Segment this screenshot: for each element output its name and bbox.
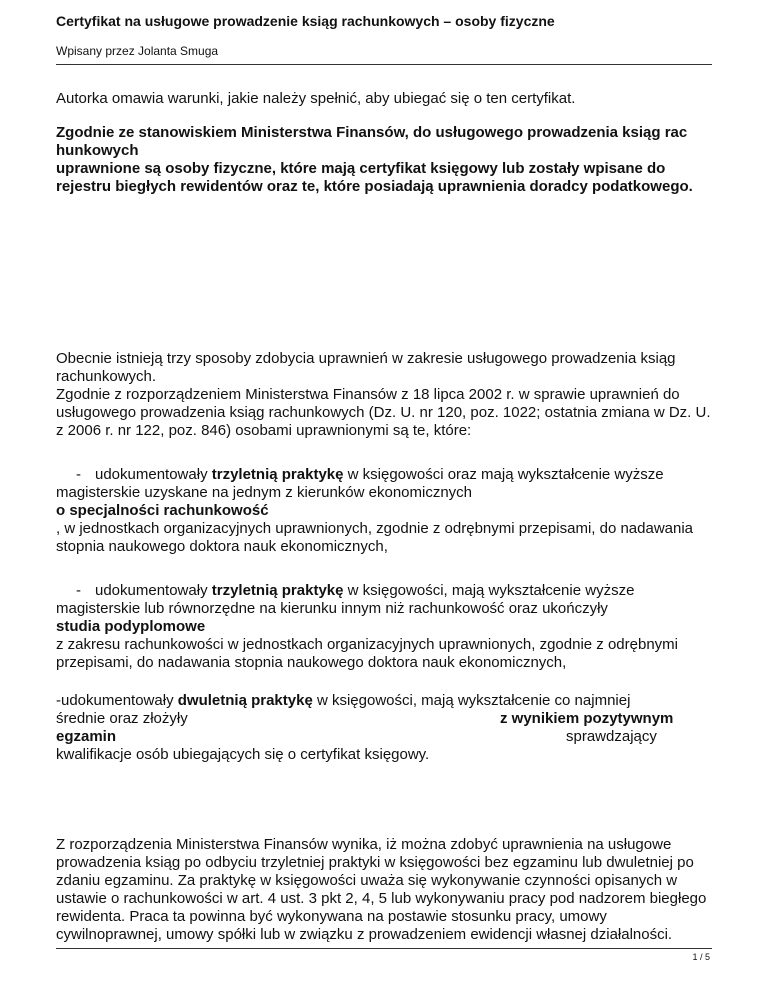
author-line: Wpisany przez Jolanta Smuga	[56, 44, 219, 58]
paragraph-conclusion: Z rozporządzenia Ministerstwa Finansów wynika, iż można zdobyć uprawnienia na usługowe prowadzenia ksiąg po odbyciu trzyletniej praktyki w księgowości bez egzaminu lub dwuletniej po zdaniu egzaminu. Za praktykę w księgowości uważa się wykonywanie czynności opisanych w ustawie o rachunkowości w art. 4 ust. 3 pkt 2, 4, 5 lub wykonywaniu pracy pod nadzorem biegłego rewidenta. Praca ta powinna być wykonywana na postawie stosunku pracy, umowy cywilnoprawnej, umowy spółki lub w związku z prowadzeniem ewidencji własnej działalności.	[56, 836, 707, 943]
item-emphasis: dwuletnią praktykę	[177, 692, 313, 709]
item-text: średnie oraz złożyły	[56, 710, 188, 727]
list-dash: -	[76, 582, 81, 599]
item-emphasis: z wynikiem pozytywnym	[500, 710, 674, 727]
item-text: udokumentowały	[95, 582, 208, 599]
footer-divider	[56, 948, 712, 949]
lead-line-2: hunkowych	[56, 142, 139, 159]
item-emphasis: egzamin	[56, 728, 117, 745]
item-text: w księgowości oraz mają wykształcenie wyższe magisterskie uzyskane na jednym z kierunków ekonomicznych	[56, 466, 664, 501]
page-number: 1 / 5	[692, 952, 710, 962]
item-text: sprawdzający	[566, 728, 657, 745]
item-text: udokumentowały	[95, 466, 208, 483]
document-title: Certyfikat na usługowe prowadzenie ksiąg rachunkowych – osoby fizyczne	[56, 13, 555, 29]
list-dash: -	[56, 692, 61, 709]
list-item	[56, 582, 716, 672]
item-text: , w jednostkach organizacyjnych uprawnionych, zgodnie z odrębnymi przepisami, do nadawania stopnia naukowego doktora nauk ekonomicznych,	[56, 520, 694, 555]
paragraph-regulation: Zgodnie z rozporządzeniem Ministerstwa Finansów z 18 lipca 2002 r. w sprawie uprawnień do usługowego prowadzenia ksiąg rachunkowych (Dz. U. nr 120, poz. 1022; ostatnia zmiana w Dz. U. z 2006 r. nr 122, poz. 846) osobami uprawnionymi są te, które:	[56, 386, 711, 439]
item-text: z zakresu rachunkowości w jednostkach organizacyjnych uprawnionych, zgodnie z odrębnymi przepisami, do nadawania stopnia naukowego doktora nauk ekonomicznych,	[56, 636, 678, 671]
item-emphasis: o specjalności rachunkowość	[56, 502, 269, 519]
item-text: w księgowości, mają wykształcenie co najmniej	[316, 692, 631, 709]
item-text: w księgowości, mają wykształcenie wyższe magisterskie lub równorzędne na kierunku innym niż rachunkowość oraz ukończyły	[56, 582, 635, 617]
header-divider	[56, 64, 712, 65]
intro-paragraph: Autorka omawia warunki, jakie należy spełnić, aby ubiegać się o ten certyfikat.	[56, 90, 576, 107]
item-text: udokumentowały	[61, 692, 174, 709]
page-header	[56, 12, 712, 59]
item-text: kwalifikacje osób ubiegających się o certyfikat księgowy.	[56, 746, 430, 763]
item-emphasis: trzyletnią praktykę	[211, 466, 344, 483]
lead-line-1: Zgodnie ze stanowiskiem Ministerstwa Finansów, do usługowego prowadzenia ksiąg rac	[56, 124, 688, 141]
list-dash: -	[76, 466, 81, 483]
item-emphasis: studia podyplomowe	[56, 618, 206, 635]
list-item	[56, 692, 716, 764]
article-body	[56, 90, 716, 944]
paragraph-methods: Obecnie istnieją trzy sposoby zdobycia uprawnień w zakresie usługowego prowadzenia ksiąg rachunkowych.	[56, 350, 676, 385]
list-item	[56, 466, 716, 556]
item-emphasis: trzyletnią praktykę	[211, 582, 344, 599]
lead-paragraph	[56, 124, 716, 196]
lead-rest: uprawnione są osoby fizyczne, które mają certyfikat księgowy lub zostały wpisane do rejestru biegłych rewidentów oraz te, które posiadają uprawnienia doradcy podatkowego.	[56, 160, 693, 195]
